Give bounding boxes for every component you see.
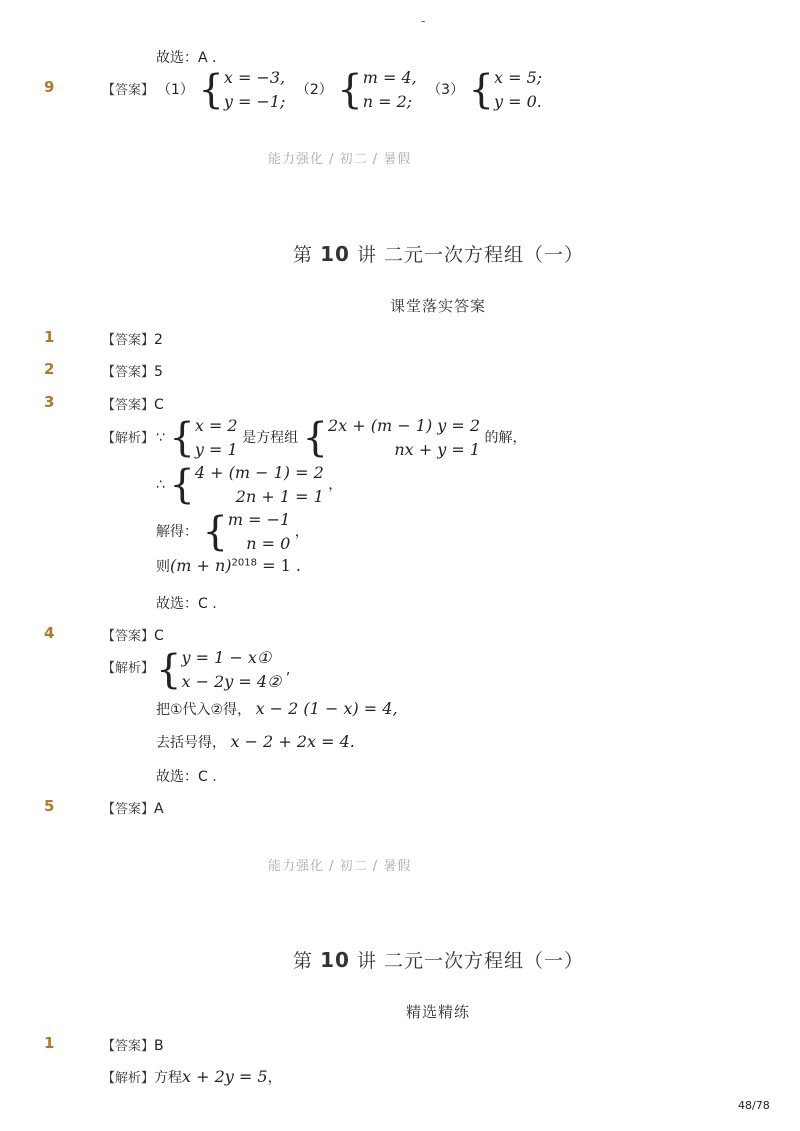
q8-conclusion: 故选：A . xyxy=(156,50,217,66)
system-line: m = −1 xyxy=(227,510,291,529)
punctuation: ， xyxy=(328,477,343,493)
s2-q1-analysis xyxy=(102,1067,282,1087)
section-title-1: 课堂落实答案 xyxy=(390,297,487,315)
s1-q3-conclusion: 故选：C . xyxy=(156,596,217,612)
exponent: 2018 xyxy=(231,557,257,569)
answer-label: 【答案】 xyxy=(102,398,155,413)
s1-q3-analysis-line-4 xyxy=(156,556,301,576)
q9-answer-label: 【答案】 xyxy=(102,83,155,98)
answer-value: C xyxy=(154,628,164,644)
q9-system-2 xyxy=(337,66,416,114)
system-line: nx + y = 1 xyxy=(394,440,481,459)
lecture-suffix: 讲 二元一次方程组（一） xyxy=(356,950,584,972)
step-text: 把①代入②得， xyxy=(156,702,252,718)
answer-label: 【答案】 xyxy=(102,365,155,380)
answer-value: B xyxy=(154,1038,164,1054)
s1-q5-answer-label xyxy=(102,798,164,817)
page-number: 48/78 xyxy=(738,1099,770,1112)
system-line: x − 2y = 4② xyxy=(181,672,282,691)
punctuation: , xyxy=(285,662,291,678)
q9-answers xyxy=(157,66,542,114)
q9-system-2-line-2: n = 2; xyxy=(362,92,413,111)
section-title-2: 精选精练 xyxy=(406,1003,471,1021)
system-line: x = 2 xyxy=(194,416,238,435)
q9-part3-label: （3） xyxy=(427,82,465,98)
s1-q4-answer-label xyxy=(102,625,164,644)
q9-system-1-line-1: x = −3, xyxy=(223,68,286,87)
page-footer-2: 能力强化 / 初二 / 暑假 xyxy=(268,859,412,874)
analysis-text: 方程 xyxy=(154,1070,183,1086)
s1-q3-system-3 xyxy=(169,461,323,509)
brace-icon: { xyxy=(302,415,328,461)
answer-value: 2 xyxy=(154,332,163,348)
answer-label: 【答案】 xyxy=(102,1039,155,1054)
s1-q2-answer-label xyxy=(102,361,163,380)
brace-icon: { xyxy=(169,462,195,508)
q9-system-1-line-2: y = −1; xyxy=(223,92,286,111)
expression-result: = 1 . xyxy=(257,556,301,575)
s1-q3-system-4 xyxy=(202,508,290,556)
page-footer-1: 能力强化 / 初二 / 暑假 xyxy=(268,152,412,167)
system-line: 4 + (m − 1) = 2 xyxy=(194,463,324,482)
system-line: 2x + (m − 1) y = 2 xyxy=(327,416,481,435)
s1-q3-analysis-line-3 xyxy=(156,508,309,556)
answer-value: C xyxy=(154,397,164,413)
expression: (m + n) xyxy=(170,556,232,575)
step-math: x − 2 + 2x = 4. xyxy=(230,732,355,751)
lecture-suffix: 讲 二元一次方程组（一） xyxy=(356,244,584,266)
system-line: y = 1 xyxy=(194,440,238,459)
s1-q4-number: 4 xyxy=(44,624,55,642)
s1-q4-analysis-label: 【解析】 xyxy=(102,661,155,676)
s1-q1-number: 1 xyxy=(44,328,55,346)
q9-system-3 xyxy=(469,66,543,114)
s1-q3-number: 3 xyxy=(44,393,55,411)
q9-system-3-line-2: y = 0. xyxy=(494,92,542,111)
s1-q4-system-group xyxy=(156,646,281,694)
q9-part1-label: （1） xyxy=(157,82,194,98)
s2-q1-answer-label xyxy=(102,1035,164,1054)
q9-number: 9 xyxy=(44,78,55,96)
lecture-title-2 xyxy=(293,946,584,973)
top-mark: - xyxy=(421,14,426,28)
therefore-symbol: ∴ xyxy=(156,477,165,493)
s1-q4-system xyxy=(156,646,290,694)
lecture-title-1 xyxy=(293,240,584,267)
answer-label: 【答案】 xyxy=(102,629,155,644)
analysis-math: x + 2y = 5 xyxy=(182,1067,268,1086)
s1-q3-system-1 xyxy=(169,414,237,462)
answer-value: A xyxy=(154,801,164,817)
s1-q3-analysis-label: 【解析】 xyxy=(102,431,155,446)
s1-q3-system-2 xyxy=(303,414,481,462)
brace-icon: { xyxy=(156,647,182,693)
s1-q4-step-2 xyxy=(156,732,355,752)
analysis-label: 【解析】 xyxy=(102,1071,155,1086)
s1-q3-analysis-line-1 xyxy=(156,414,527,462)
s2-q1-number: 1 xyxy=(44,1034,55,1052)
s1-q5-number: 5 xyxy=(44,797,55,815)
analysis-text: 是方程组 xyxy=(242,430,299,446)
lecture-prefix: 第 xyxy=(293,950,314,972)
lecture-number: 10 xyxy=(320,948,350,972)
analysis-text: 的解， xyxy=(484,430,527,446)
solve-text: 解得： xyxy=(156,524,198,540)
lecture-number: 10 xyxy=(320,242,350,266)
then-text: 则 xyxy=(156,559,170,575)
s1-q3-answer-label xyxy=(102,394,164,413)
s1-q2-number: 2 xyxy=(44,360,55,378)
s1-q4-conclusion: 故选：C . xyxy=(156,769,217,785)
q9-part2-label: （2） xyxy=(295,82,333,98)
brace-icon: { xyxy=(169,415,195,461)
brace-icon: { xyxy=(468,67,494,113)
brace-icon: { xyxy=(202,509,228,555)
system-line: y = 1 − x① xyxy=(181,648,272,667)
punctuation: ， xyxy=(294,524,309,540)
punctuation: ， xyxy=(267,1070,282,1086)
answer-label: 【答案】 xyxy=(102,802,155,817)
s1-q3-analysis-line-2 xyxy=(156,461,342,509)
q9-system-3-line-1: x = 5; xyxy=(494,68,543,87)
because-symbol: ∵ xyxy=(156,430,165,446)
brace-icon: { xyxy=(337,67,363,113)
q9-system-2-line-1: m = 4, xyxy=(362,68,417,87)
brace-icon: { xyxy=(198,67,224,113)
system-line: n = 0 xyxy=(246,534,291,553)
lecture-prefix: 第 xyxy=(293,244,314,266)
step-math: x − 2 (1 − x) = 4, xyxy=(255,699,398,718)
step-text: 去括号得， xyxy=(156,735,226,751)
s1-q4-step-1 xyxy=(156,699,398,719)
q9-system-1 xyxy=(198,66,285,114)
answer-value: 5 xyxy=(154,364,163,380)
s1-q1-answer-label xyxy=(102,329,163,348)
answer-label: 【答案】 xyxy=(102,333,155,348)
system-line: 2n + 1 = 1 xyxy=(235,487,324,506)
